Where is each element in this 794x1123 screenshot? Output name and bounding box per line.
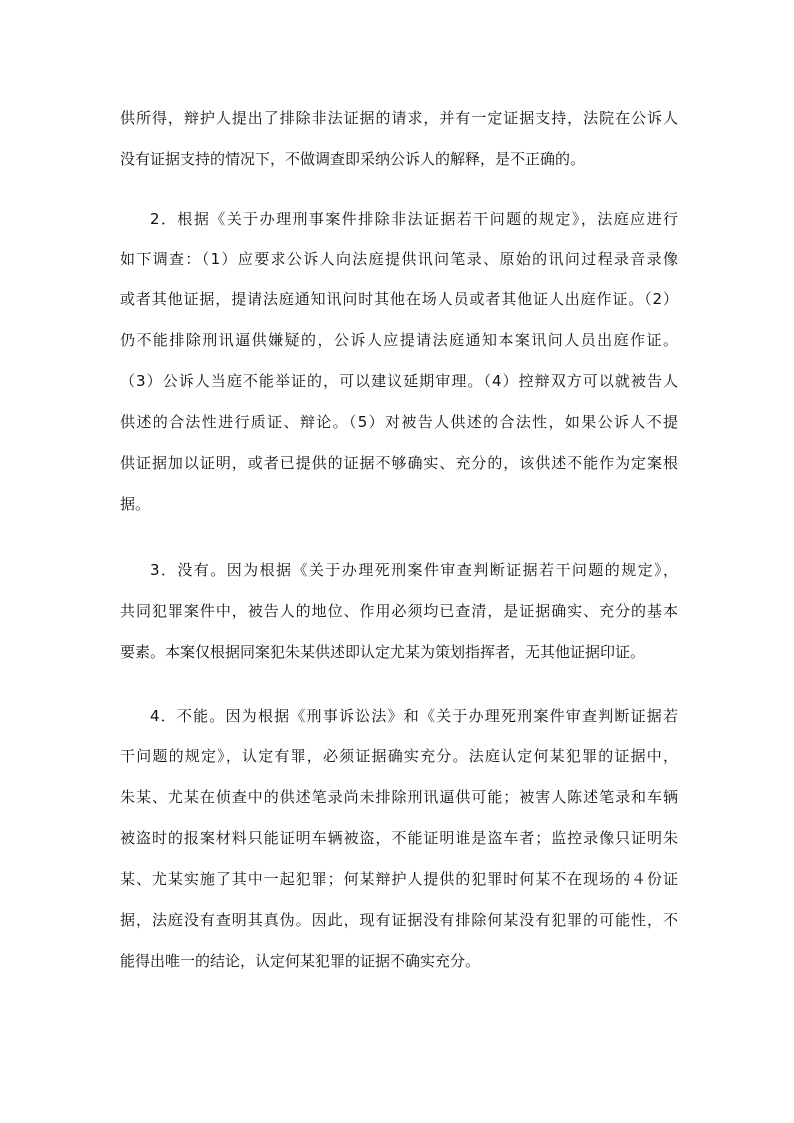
paragraph-2-line-7: 供证据加以证明，或者已提供的证据不够确实、充分的，该供述不能作为定案根 <box>120 454 678 472</box>
paragraph-2-line-6: 供述的合法性进行质证、辩论。（5）对被告人供述的合法性，如果公诉人不提 <box>120 413 678 431</box>
paragraph-3-line-2: 共同犯罪案件中，被告人的地位、作用必须均已查清，是证据确实、充分的基本 <box>120 602 678 620</box>
paragraph-3-line-1: 3．没有。因为根据《关于办理死刑案件审查判断证据若干问题的规定》， <box>150 561 678 579</box>
paragraph-1-line-1: 供所得，辩护人提出了排除非法证据的请求，并有一定证据支持，法院在公诉人 <box>120 109 678 127</box>
paragraph-1-line-2: 没有证据支持的情况下，不做调查即采纳公诉人的解释，是不正确的。 <box>120 150 586 168</box>
paragraph-4-line-3: 朱某、尤某在侦查中的供述笔录尚未排除刑讯逼供可能；被害人陈述笔录和车辆 <box>120 788 678 806</box>
paragraph-2-line-2: 如下调查：（1）应要求公诉人向法庭提供讯问笔录、原始的讯问过程录音录像 <box>120 250 678 268</box>
paragraph-4-line-6: 据，法庭没有查明其真伪。因此，现有证据没有排除何某没有犯罪的可能性，不 <box>120 911 678 929</box>
paragraph-2-line-1: 2．根据《关于办理刑事案件排除非法证据若干问题的规定》，法庭应进行 <box>150 210 678 228</box>
paragraph-3-line-3: 要素。本案仅根据同案犯朱某供述即认定尤某为策划指挥者，无其他证据印证。 <box>120 643 646 661</box>
paragraph-2-line-5: （3）公诉人当庭不能举证的，可以建议延期审理。（4）控辩双方可以就被告人 <box>120 372 678 390</box>
paragraph-4-line-7: 能得出唯一的结论，认定何某犯罪的证据不确实充分。 <box>120 952 481 970</box>
paragraph-2-line-4: 仍不能排除刑讯逼供嫌疑的，公诉人应提请法庭通知本案讯问人员出庭作证。 <box>120 331 678 349</box>
paragraph-2-line-8: 据。 <box>120 495 151 513</box>
paragraph-4-line-1: 4．不能。因为根据《刑事诉讼法》和《关于办理死刑案件审查判断证据若 <box>150 707 678 725</box>
paragraph-2-line-3: 或者其他证据，提请法庭通知讯问时其他在场人员或者其他证人出庭作证。（2） <box>120 290 678 308</box>
paragraph-4-line-4: 被盗时的报案材料只能证明车辆被盗，不能证明谁是盗车者；监控录像只证明朱 <box>120 829 678 847</box>
paragraph-4-line-5: 某、尤某实施了其中一起犯罪；何某辩护人提供的犯罪时何某不在现场的４份证 <box>120 870 678 888</box>
paragraph-4-line-2: 干问题的规定》，认定有罪，必须证据确实充分。法庭认定何某犯罪的证据中， <box>120 747 678 765</box>
